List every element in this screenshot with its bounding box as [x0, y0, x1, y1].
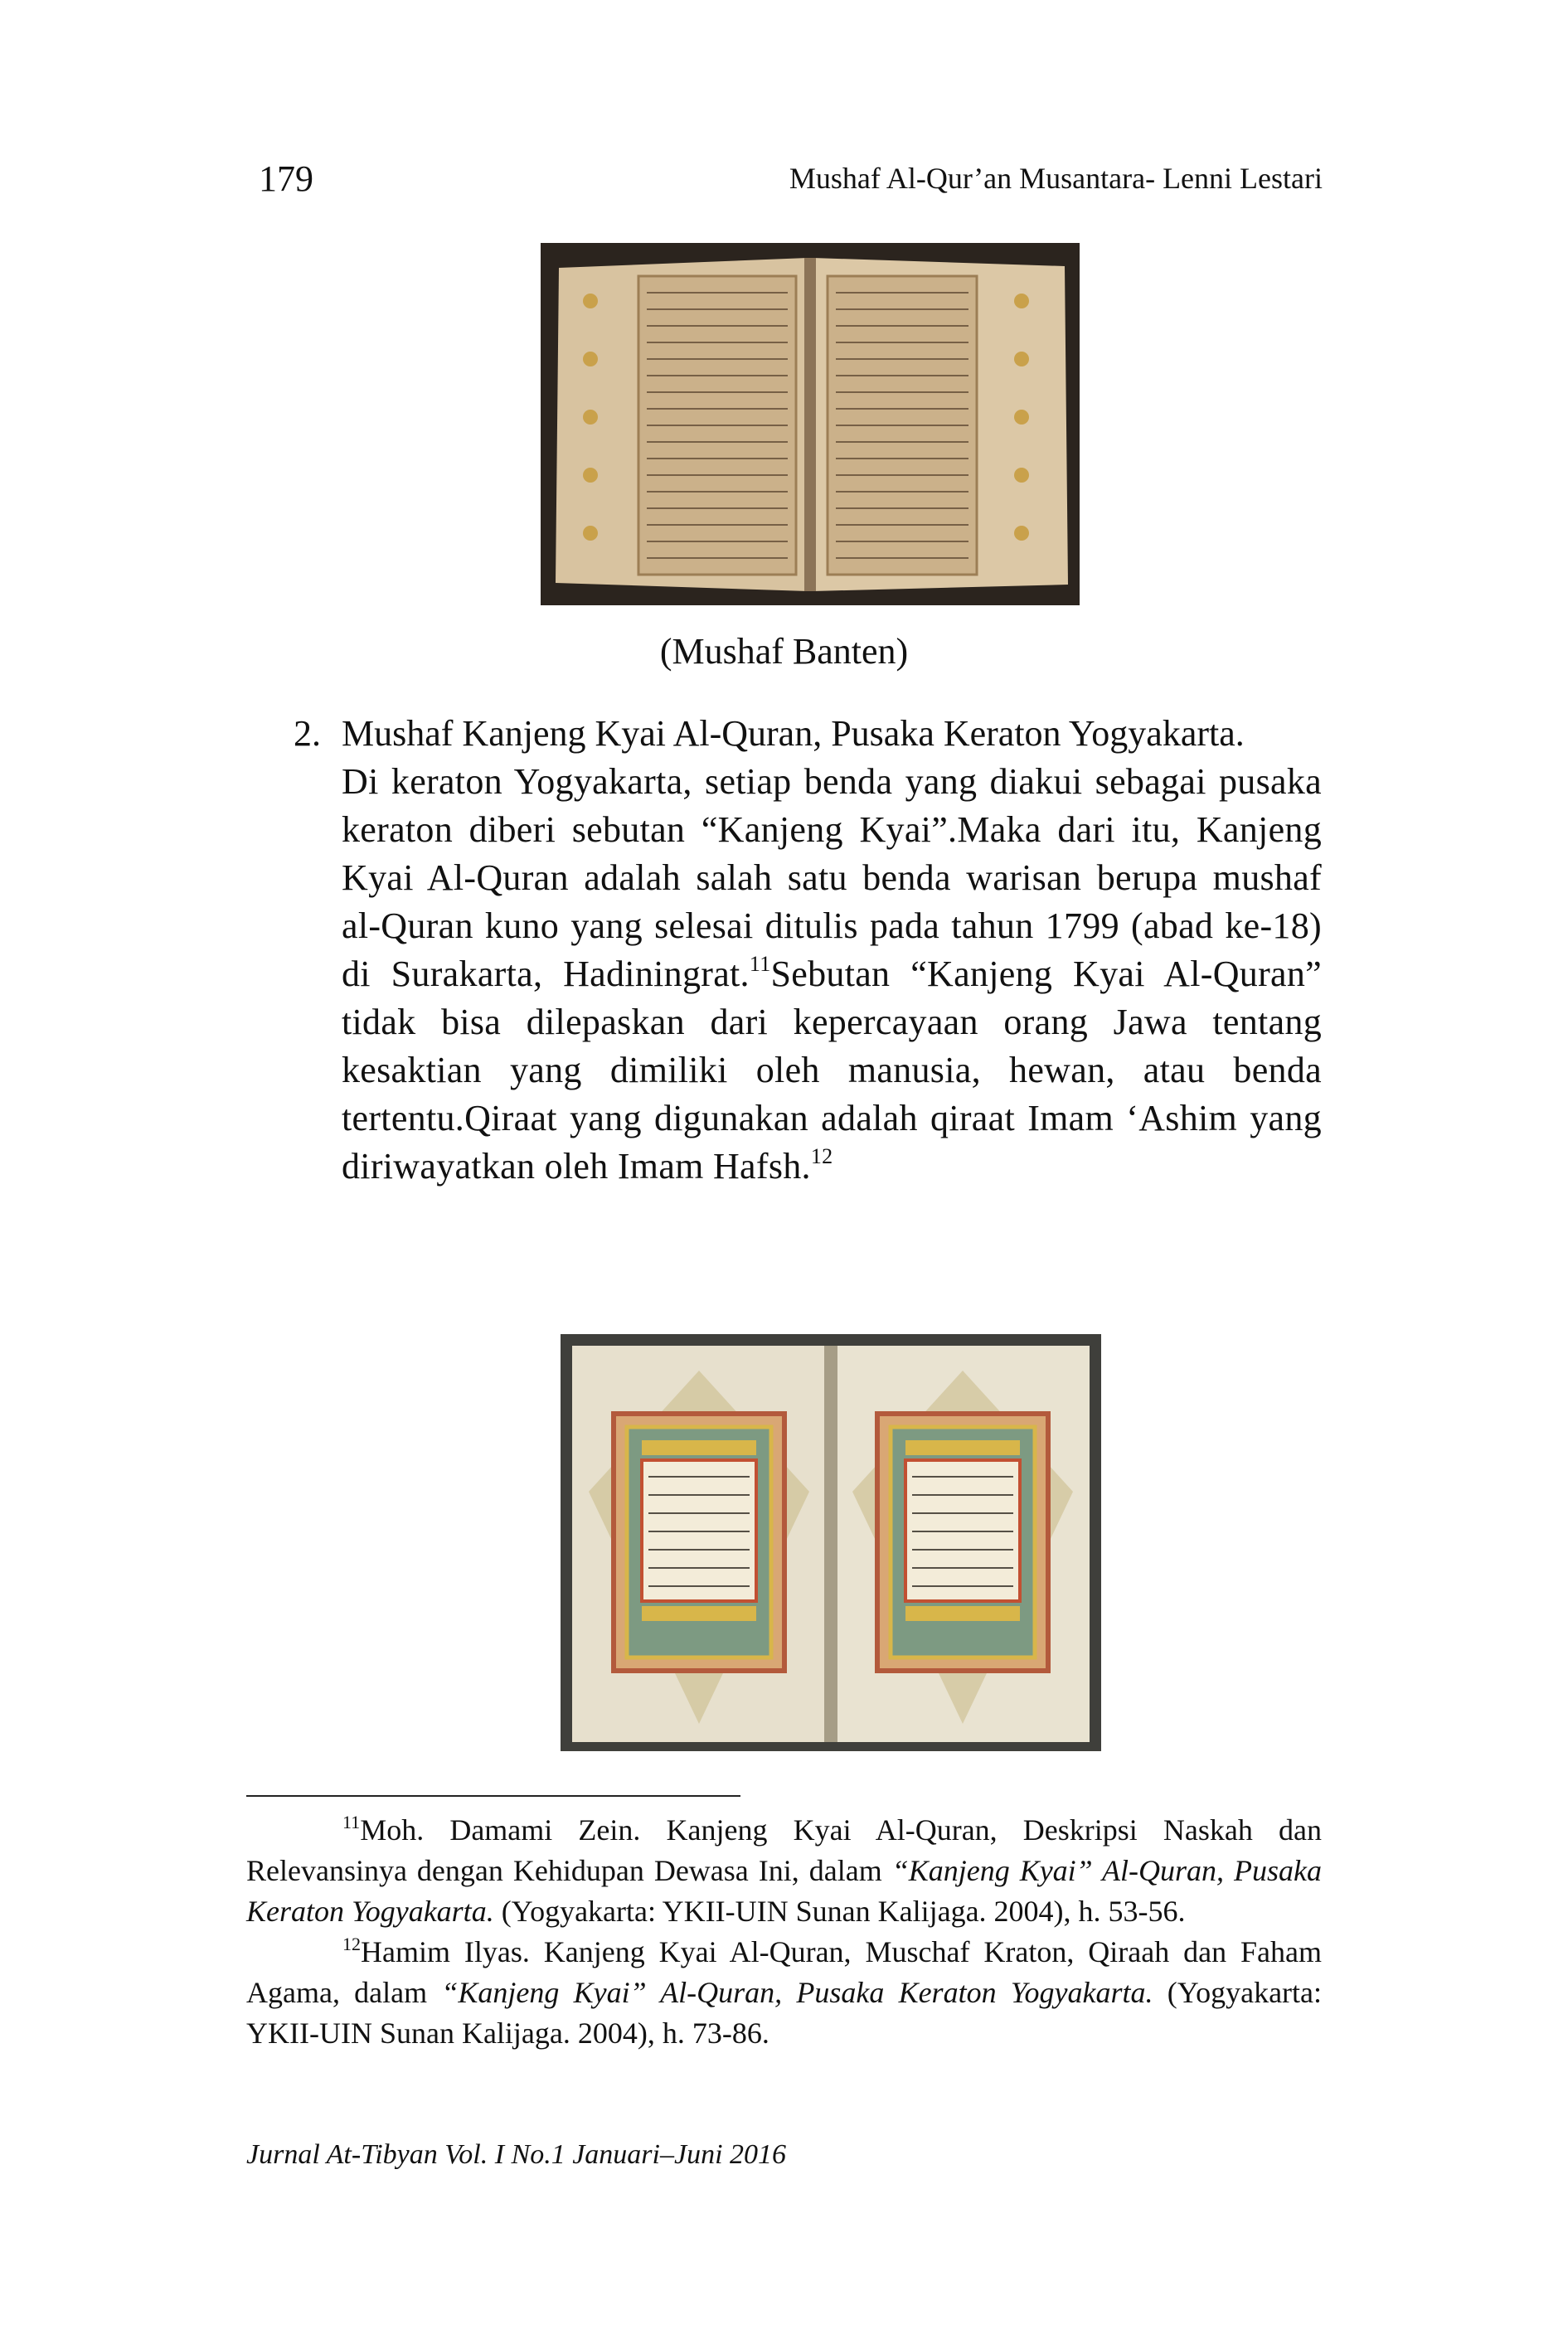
footnote-separator — [246, 1795, 740, 1797]
mushaf-banten-image — [541, 243, 1080, 605]
footnote-source-title: “Kanjeng Kyai” Al-Quran, Pusaka Keraton Yogyakarta. — [441, 1976, 1153, 2009]
kanjeng-kyai-mushaf-image — [561, 1334, 1101, 1751]
footnote-number: 12 — [342, 1934, 361, 1954]
running-title: Mushaf Al-Qur’an Musantara- Lenni Lestari — [789, 162, 1323, 195]
footnote-ref-12[interactable]: 12 — [810, 1144, 833, 1168]
list-item — [294, 710, 1322, 1191]
item-title: Mushaf Kanjeng Kyai Al-Quran, Pusaka Keraton Yogyakarta. — [342, 713, 1245, 754]
body-text-2: Sebutan “Kanjeng Kyai Al-Quran” tidak bisa dilepaskan dari kepercayaan orang Jawa tentang kesaktian yang dimiliki oleh manusia, hewan, atau benda tertentu.Qiraat yang digunakan adalah qiraat Imam ‘Ashim yang diriwayatkan oleh Imam Hafsh. — [342, 954, 1322, 1187]
footnote-text: (Yogyakarta: YKII-UIN Sunan Kalijaga. 2004), h. 73-86. — [246, 1976, 1323, 2050]
footnote-11 — [246, 1810, 1322, 1932]
body-text-1: Di keraton Yogyakarta, setiap benda yang diakui sebagai pusaka keraton diberi sebutan “Kanjeng Kyai”.Maka dari itu, Kanjeng Kyai Al-Quran adalah salah satu benda warisan berupa mushaf al-Quran kuno yang selesai ditulis pada tahun 1799 (abad ke-18) di Surakarta, Hadiningrat. — [342, 761, 1322, 994]
item-body — [342, 758, 1322, 1191]
footnote-ref-11[interactable]: 11 — [749, 952, 771, 976]
list-item-number: 2. — [294, 713, 321, 754]
footnote-source-title: “Kanjeng Kyai” Al-Quran, Pusaka Keraton Yogyakarta. — [246, 1854, 1322, 1928]
footnote-number: 11 — [342, 1812, 361, 1832]
figure-caption: (Mushaf Banten) — [659, 631, 909, 672]
journal-footer: Jurnal At-Tibyan Vol. I No.1 Januari–Juni 2016 — [246, 2139, 787, 2170]
footnote-12 — [246, 1932, 1322, 2054]
page-number: 179 — [259, 158, 313, 199]
footnote-text: Moh. Damami Zein. Kanjeng Kyai Al-Quran, Deskripsi Naskah dan Relevansinya dengan Kehidupan Dewasa Ini, dalam — [246, 1813, 1322, 1887]
footnotes — [246, 1810, 1322, 2054]
footnote-text: Hamim Ilyas. Kanjeng Kyai Al-Quran, Muschaf Kraton, Qiraah dan Faham Agama, dalam — [246, 1935, 1322, 2009]
footnote-text: (Yogyakarta: YKII-UIN Sunan Kalijaga. 2004), h. 53-56. — [493, 1895, 1186, 1928]
